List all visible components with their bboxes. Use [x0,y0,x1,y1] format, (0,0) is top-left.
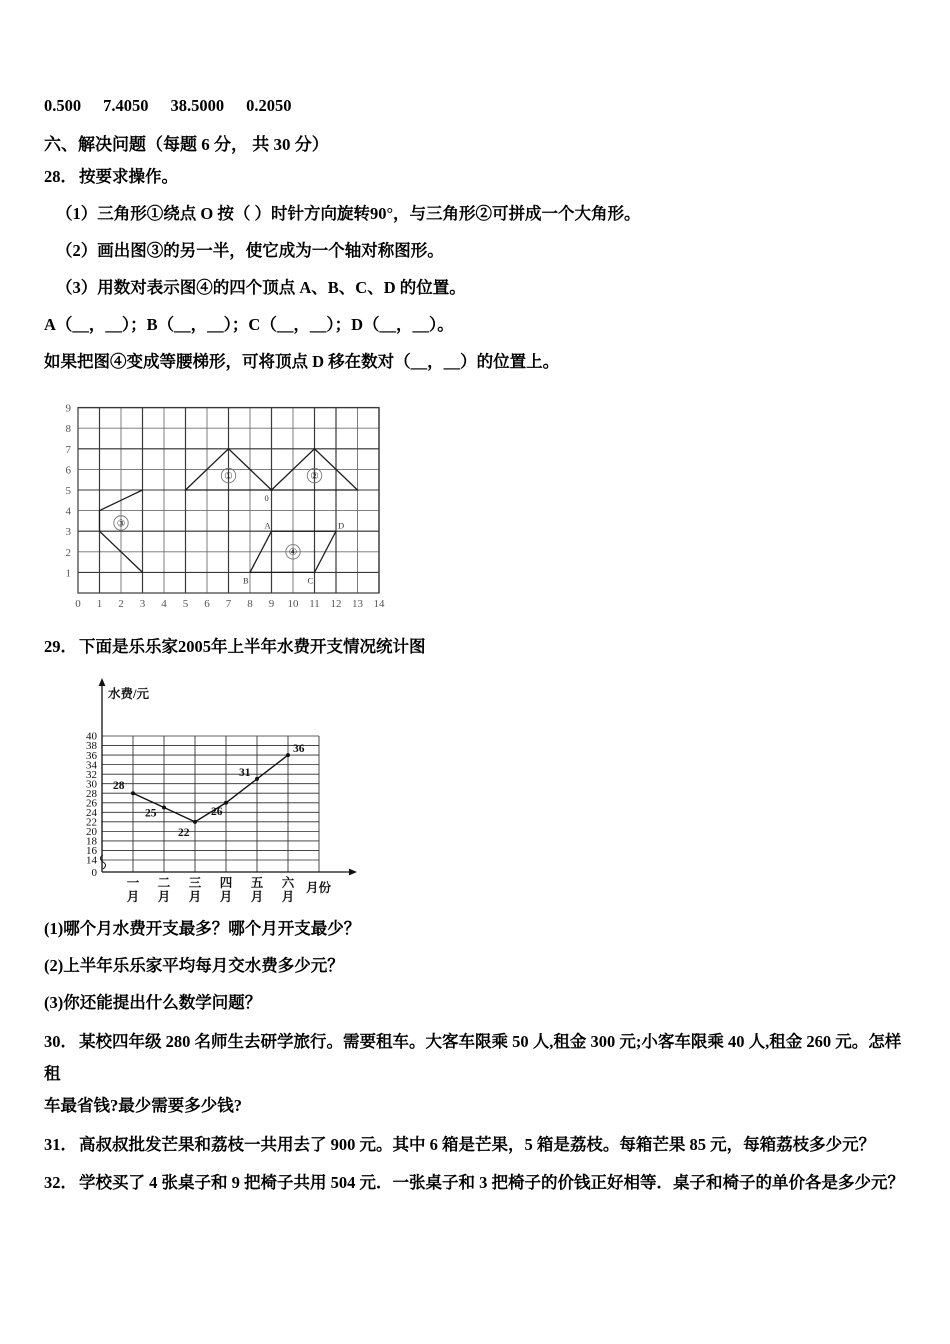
grid-x-tick-7: 7 [225,598,232,610]
decimals-row [44,96,914,116]
svg-text:②: ② [310,471,319,482]
chart-y-tick-32: 32 [86,768,97,781]
figure-point-label-A: A [264,520,271,531]
chart-y-tick-0: 0 [91,867,97,879]
grid-y-tick-8: 8 [65,423,71,436]
question-30-number: 30． [44,1032,77,1051]
question-30 [44,1026,914,1123]
grid-x-tick-2: 2 [118,598,124,610]
question-30-line2: 车最省钱?最少需要多少钱? [44,1096,242,1116]
question-28-sub4: 如果把图④变成等腰梯形，可将顶点 D 移在数对（__，__）的位置上。 [44,352,560,371]
svg-text:③: ③ [116,519,126,530]
svg-text:④: ④ [288,548,298,559]
question-29-sub2: (2)上半年乐乐家平均每月交水费多少元？ [44,956,344,975]
decimal-value-2: 38.5000 [170,96,225,115]
grid-y-tick-2: 2 [65,546,71,559]
question-29-sub1: (1)哪个月水费开支最多？哪个月开支最少？ [44,919,361,938]
grid-y-tick-3: 3 [65,526,71,539]
decimal-value-3: 0.2050 [246,96,292,115]
question-31 [44,1129,914,1161]
question-32-number: 32． [44,1172,77,1192]
water-fee-chart-svg [54,670,374,905]
chart-axis-break-icon [101,855,106,869]
svg-text:月: 月 [281,890,295,904]
svg-text:月: 月 [126,890,140,904]
chart-value-label-一月: 28 [113,780,125,793]
chart-y-tick-38: 38 [86,740,97,753]
question-32 [44,1167,914,1199]
question-29-heading [44,633,914,657]
chart-data-point-四月 [224,801,228,805]
chart-y-tick-18: 18 [86,835,97,848]
figure-point-label-B: B [243,575,249,586]
grid-x-tick-1: 1 [96,598,103,610]
grid-x-tick-12: 12 [330,598,342,610]
grid-x-tick-4: 4 [161,598,167,610]
chart-data-point-一月 [131,791,135,795]
chart-y-tick-40: 40 [86,730,97,743]
figure-point-label-C: C [307,575,314,586]
coordinate-grid-svg [50,388,400,623]
question-31-text: 高叔叔批发芒果和荔枝一共用去了 900 元。其中 6 箱是芒果，5 箱是荔枝。每箱芒果 85 元，每箱荔枝多少元？ [79,1134,876,1154]
chart-y-tick-28: 28 [86,787,97,800]
chart-data-point-三月 [193,820,197,824]
grid-x-tick-5: 5 [182,598,189,610]
grid-x-tick-9: 9 [268,598,275,610]
question-28-sub1: （1）三角形①绕点 O 按（ ）时针方向旋转90°，与三角形②可拼成一个大角形。 [56,204,641,223]
question-28-heading [44,163,914,187]
decimal-value-1: 7.4050 [103,96,149,115]
question-32-text: 学校买了 4 张桌子和 9 把椅子共用 504 元．一张桌子和 3 把椅子的价钱正好相等．桌子和椅子的单价各是多少元？ [79,1172,904,1192]
grid-y-tick-7: 7 [65,443,71,456]
chart-x-tick-四月 [220,876,233,904]
grid-x-tick-3: 3 [139,598,146,610]
chart-y-tick-30: 30 [86,778,97,791]
svg-text:月: 月 [250,890,264,904]
svg-text:二: 二 [157,876,171,890]
grid-y-tick-9: 9 [65,402,71,415]
svg-text:四: 四 [219,876,233,890]
svg-text:①: ① [224,471,233,482]
chart-y-tick-36: 36 [86,749,97,762]
question-29-number: 29． [44,637,77,656]
grid-y-tick-6: 6 [65,464,71,477]
chart-value-label-三月: 22 [178,826,190,839]
question-29-sub3: (3)你还能提出什么数学问题？ [44,993,262,1012]
chart-y-tick-24: 24 [86,807,97,820]
chart-y-tick-16: 16 [86,845,97,858]
chart-value-label-四月: 26 [211,805,223,818]
grid-y-tick-5: 5 [65,485,71,497]
svg-text:五: 五 [250,876,264,890]
grid-x-tick-8: 8 [247,598,253,610]
svg-text:月: 月 [157,890,171,904]
chart-x-tick-三月 [189,876,202,904]
question-28-answer-line: A（__，__）；B（__，__）；C（__，__）；D（__，__）。 [44,315,454,334]
question-28-title: 按要求操作。 [79,167,178,186]
grid-x-tick-11: 11 [309,598,320,610]
page-content [44,96,914,1205]
chart-value-label-二月: 25 [145,807,157,820]
chart-x-tick-五月 [251,876,264,904]
figure-point-label-D: D [338,520,345,531]
chart-x-tick-一月 [127,876,140,904]
chart-y-tick-14: 14 [86,854,97,867]
section-heading: 六、解决问题（每题 6 分， 共 30 分） [44,135,329,154]
question-28-number: 28． [44,167,77,186]
grid-x-tick-6: 6 [204,598,210,610]
svg-text:三: 三 [188,876,202,890]
chart-x-tick-六月 [282,875,295,904]
grid-y-tick-4: 4 [65,505,71,518]
question-28-sub3: （3）用数对表示图④的四个顶点 A、B、C、D 的位置。 [56,278,466,297]
question-28-sub2: （2）画出图③的另一半，使它成为一个轴对称图形。 [56,241,444,260]
question-30-line1: 某校四年级 280 名师生去研学旅行。需要租车。大客车限乘 50 人,租金 300 元;小客车限乘 40 人,租金 260 元。怎样租 [44,1032,902,1084]
chart-x-tick-二月 [158,876,171,904]
chart-value-label-五月: 31 [239,766,251,779]
grid-x-tick-10: 10 [287,598,299,610]
chart-y-tick-26: 26 [86,797,97,810]
water-fee-line-chart [54,670,374,905]
coordinate-grid-figure [50,388,400,623]
chart-data-point-五月 [255,777,259,781]
chart-y-tick-22: 22 [86,816,97,829]
grid-x-tick-0: 0 [75,598,81,610]
svg-text:月: 月 [219,890,233,904]
svg-text:六: 六 [281,876,295,890]
chart-y-tick-34: 34 [86,759,97,772]
grid-x-tick-13: 13 [352,598,363,610]
chart-y-tick-20: 20 [86,826,97,839]
svg-text:月: 月 [188,890,202,904]
chart-data-point-二月 [162,806,166,810]
grid-y-tick-1: 1 [65,567,71,580]
chart-y-axis-label: 水费/元 [108,687,149,701]
figure-point-label-0: 0 [264,493,269,503]
chart-data-point-六月 [286,753,290,757]
decimal-value-0: 0.500 [44,96,82,115]
chart-x-axis-label: 月份 [306,881,332,895]
svg-text:一: 一 [126,876,140,890]
question-29-title: 下面是乐乐家2005年上半年水费开支情况统计图 [79,637,426,656]
chart-value-label-六月: 36 [293,743,305,756]
grid-x-tick-14: 14 [373,598,385,610]
question-31-number: 31． [44,1134,77,1154]
